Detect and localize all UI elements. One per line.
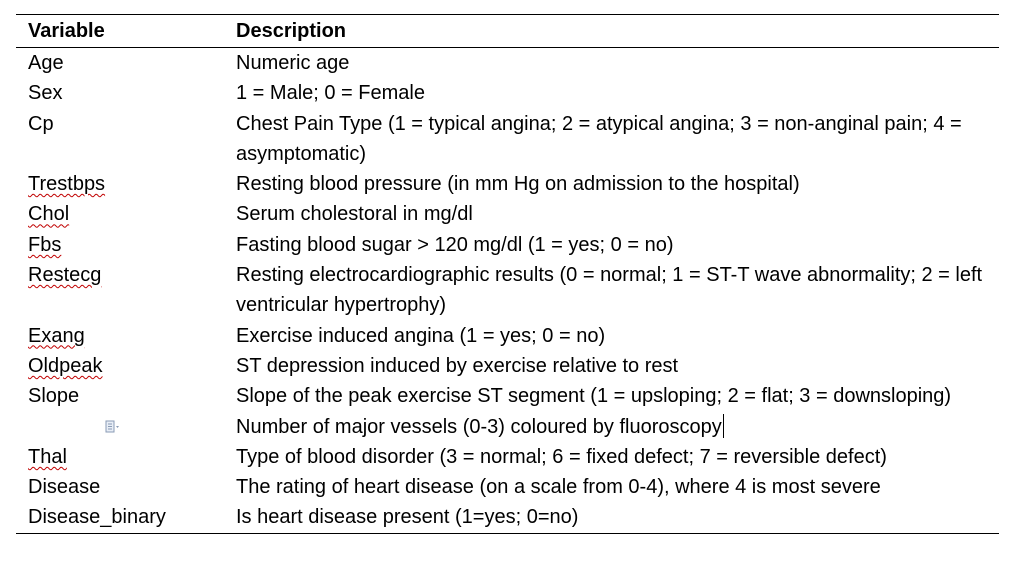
variable-text: Thal [28, 445, 67, 468]
description-cell: Chest Pain Type (1 = typical angina; 2 = atypical angina; 3 = non-anginal pain; 4 = asymptomatic) [236, 112, 962, 165]
header-variable: Variable [28, 20, 105, 42]
table-row [16, 472, 999, 502]
description-cell: Resting electrocardiographic results (0 = normal; 1 = ST-T wave abnormality; 2 = left ventricular hypertrophy) [236, 264, 983, 317]
variable-cell [16, 321, 224, 351]
table-row [16, 230, 999, 260]
table-row [16, 260, 999, 321]
variable-cell [16, 230, 224, 260]
variable-text: Trestbps [28, 173, 106, 196]
variable-cell [16, 260, 224, 321]
table-row [16, 48, 999, 79]
variable-cell: Sex [28, 82, 63, 105]
variable-text: Fbs [28, 233, 62, 256]
description-cell: Serum cholestoral in mg/dl [236, 203, 473, 226]
description-cell: Fasting blood sugar > 120 mg/dl (1 = yes; 0 = no) [236, 233, 674, 256]
variable-cell: Cp [28, 112, 54, 135]
description-text: Number of major vessels (0-3) coloured by fluoroscopy [236, 415, 722, 438]
description-cell[interactable] [224, 412, 999, 442]
table-header-row [16, 15, 999, 48]
paste-options-icon[interactable] [104, 419, 120, 435]
description-cell: Type of blood disorder (3 = normal; 6 = fixed defect; 7 = reversible defect) [236, 445, 887, 468]
variable-text: Chol [28, 203, 70, 226]
description-cell: The rating of heart disease (on a scale from 0-4), where 4 is most severe [236, 476, 881, 499]
table-row [16, 169, 999, 199]
variable-cell: Slope [28, 385, 80, 408]
table-row [16, 199, 999, 229]
table-row [16, 502, 999, 533]
table-row [16, 109, 999, 170]
variable-text: Exang [28, 324, 85, 347]
table-row [16, 351, 999, 381]
table-row [16, 442, 999, 472]
table-row [16, 381, 999, 411]
description-cell: ST depression induced by exercise relative to rest [236, 354, 679, 377]
table-row [16, 78, 999, 108]
variable-cell [16, 169, 224, 199]
variable-cell [16, 412, 224, 442]
document-page [16, 14, 999, 534]
variable-text: Oldpeak [28, 354, 103, 377]
description-cell: Slope of the peak exercise ST segment (1 = upsloping; 2 = flat; 3 = downsloping) [236, 385, 952, 408]
description-cell: Numeric age [236, 52, 350, 74]
variable-cell [16, 442, 224, 472]
table-row [16, 412, 999, 442]
variable-cell: Disease [28, 476, 101, 499]
description-cell: Resting blood pressure (in mm Hg on admission to the hospital) [236, 173, 800, 196]
text-cursor [723, 414, 724, 438]
variable-cell [16, 199, 224, 229]
variable-cell: Disease_binary [28, 506, 166, 529]
variable-cell [16, 351, 224, 381]
header-description: Description [236, 20, 347, 42]
description-cell: Is heart disease present (1=yes; 0=no) [236, 506, 579, 529]
description-cell: 1 = Male; 0 = Female [236, 82, 425, 105]
variable-cell: Age [28, 52, 64, 74]
variables-table [16, 14, 999, 534]
description-cell: Exercise induced angina (1 = yes; 0 = no) [236, 324, 606, 347]
table-row [16, 321, 999, 351]
variable-text: Restecg [28, 264, 102, 287]
